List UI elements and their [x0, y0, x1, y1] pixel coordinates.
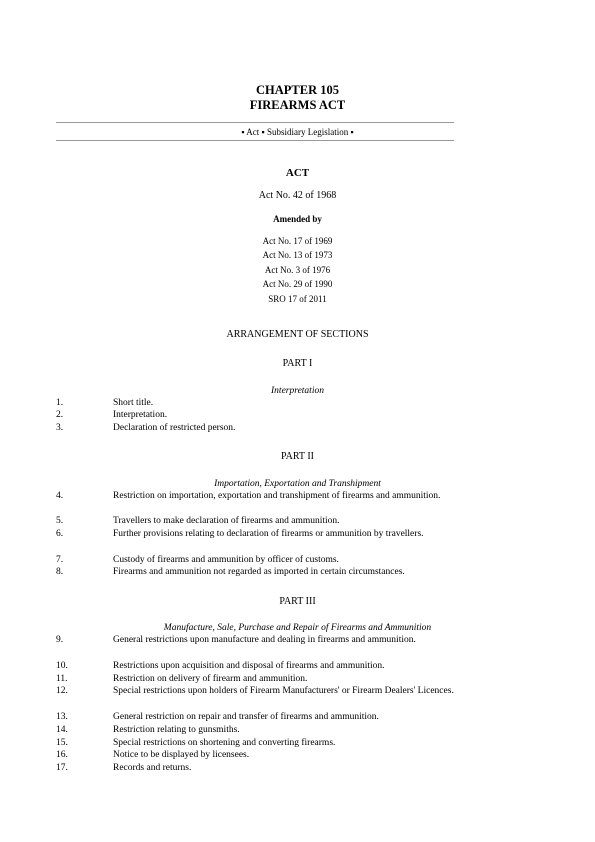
subsidiary-legislation-link[interactable]: Subsidiary Legislation [266, 127, 349, 137]
part-label: PART III [279, 596, 316, 607]
arrangement-heading: ARRANGEMENT OF SECTIONS [226, 329, 369, 340]
act-number: Act No. 42 of 1968 [258, 190, 337, 201]
section-title: Firearms and ammunition not regarded as imported in certain circumstances. [113, 567, 405, 577]
section-number: 7. [56, 555, 64, 565]
section-title: Interpretation. [113, 410, 168, 420]
part-title: Importation, Exportation and Transhipment [214, 479, 381, 489]
section-number: 1. [56, 398, 64, 408]
section-title: Custody of firearms and ammunition by officer of customs. [113, 555, 339, 565]
section-title: Special restrictions on shortening and converting firearms. [113, 738, 336, 748]
part-title: Manufacture, Sale, Purchase and Repair of Firearms and Ammunition [163, 623, 432, 633]
act-title: FIREARMS ACT [249, 98, 346, 112]
bullet-icon: ▪ [350, 127, 354, 137]
section-title: General restrictions upon manufacture and dealing in firearms and ammunition. [113, 635, 416, 645]
section-title: Further provisions relating to declaration of firearms or ammunition by travellers. [113, 529, 424, 539]
section-number: 8. [56, 567, 64, 577]
act-link[interactable]: Act [246, 127, 260, 137]
section-title: Restrictions upon acquisition and disposal of firearms and ammunition. [113, 661, 385, 671]
amendment-item: Act No. 13 of 1973 [262, 250, 333, 260]
section-title: Restriction on importation, exportation and transhipment of firearms and ammunition. [113, 491, 441, 501]
section-number: 12. [56, 686, 68, 696]
section-number: 2. [56, 410, 64, 420]
section-number: 15. [56, 738, 68, 748]
section-number: 16. [56, 750, 68, 760]
bottom-divider [56, 140, 454, 141]
section-number: 17. [56, 763, 68, 773]
bullet-icon: ▪ [241, 127, 245, 137]
section-number: 4. [56, 491, 64, 501]
part-label: PART I [282, 358, 313, 369]
part-label: PART II [280, 451, 315, 462]
section-title: Restriction on delivery of firearm and ammunition. [113, 674, 308, 684]
chapter-heading: CHAPTER 105 [256, 83, 339, 97]
amendment-item: Act No. 3 of 1976 [264, 265, 331, 275]
section-number: 10. [56, 661, 68, 671]
section-number: 6. [56, 529, 64, 539]
section-title: Declaration of restricted person. [113, 423, 236, 433]
section-title: Short title. [113, 398, 154, 408]
section-number: 11. [56, 674, 68, 684]
section-number: 3. [56, 423, 64, 433]
amended-by-label: Amended by [273, 214, 322, 224]
act-heading: ACT [285, 167, 310, 179]
section-title: General restriction on repair and transfer of firearms and ammunition. [113, 712, 379, 722]
section-number: 13. [56, 712, 68, 722]
part-title: Interpretation [271, 386, 324, 396]
bullet-icon: ▪ [261, 127, 265, 137]
section-title: Restriction relating to gunsmiths. [113, 725, 240, 735]
section-title: Special restrictions upon holders of Firearm Manufacturers' or Firearm Dealers' Licences. [113, 686, 454, 696]
top-divider [56, 122, 454, 123]
section-title: Notice to be displayed by licensees. [113, 750, 250, 760]
section-number: 14. [56, 725, 68, 735]
navigation-links [0, 127, 595, 137]
section-title: Travellers to make declaration of firearms and ammunition. [113, 516, 340, 526]
amendment-item: SRO 17 of 2011 [268, 294, 327, 304]
amendment-item: Act No. 29 of 1990 [262, 279, 333, 289]
section-number: 5. [56, 516, 64, 526]
section-title: Records and returns. [113, 763, 192, 773]
amendment-item: Act No. 17 of 1969 [262, 236, 333, 246]
section-number: 9. [56, 635, 64, 645]
